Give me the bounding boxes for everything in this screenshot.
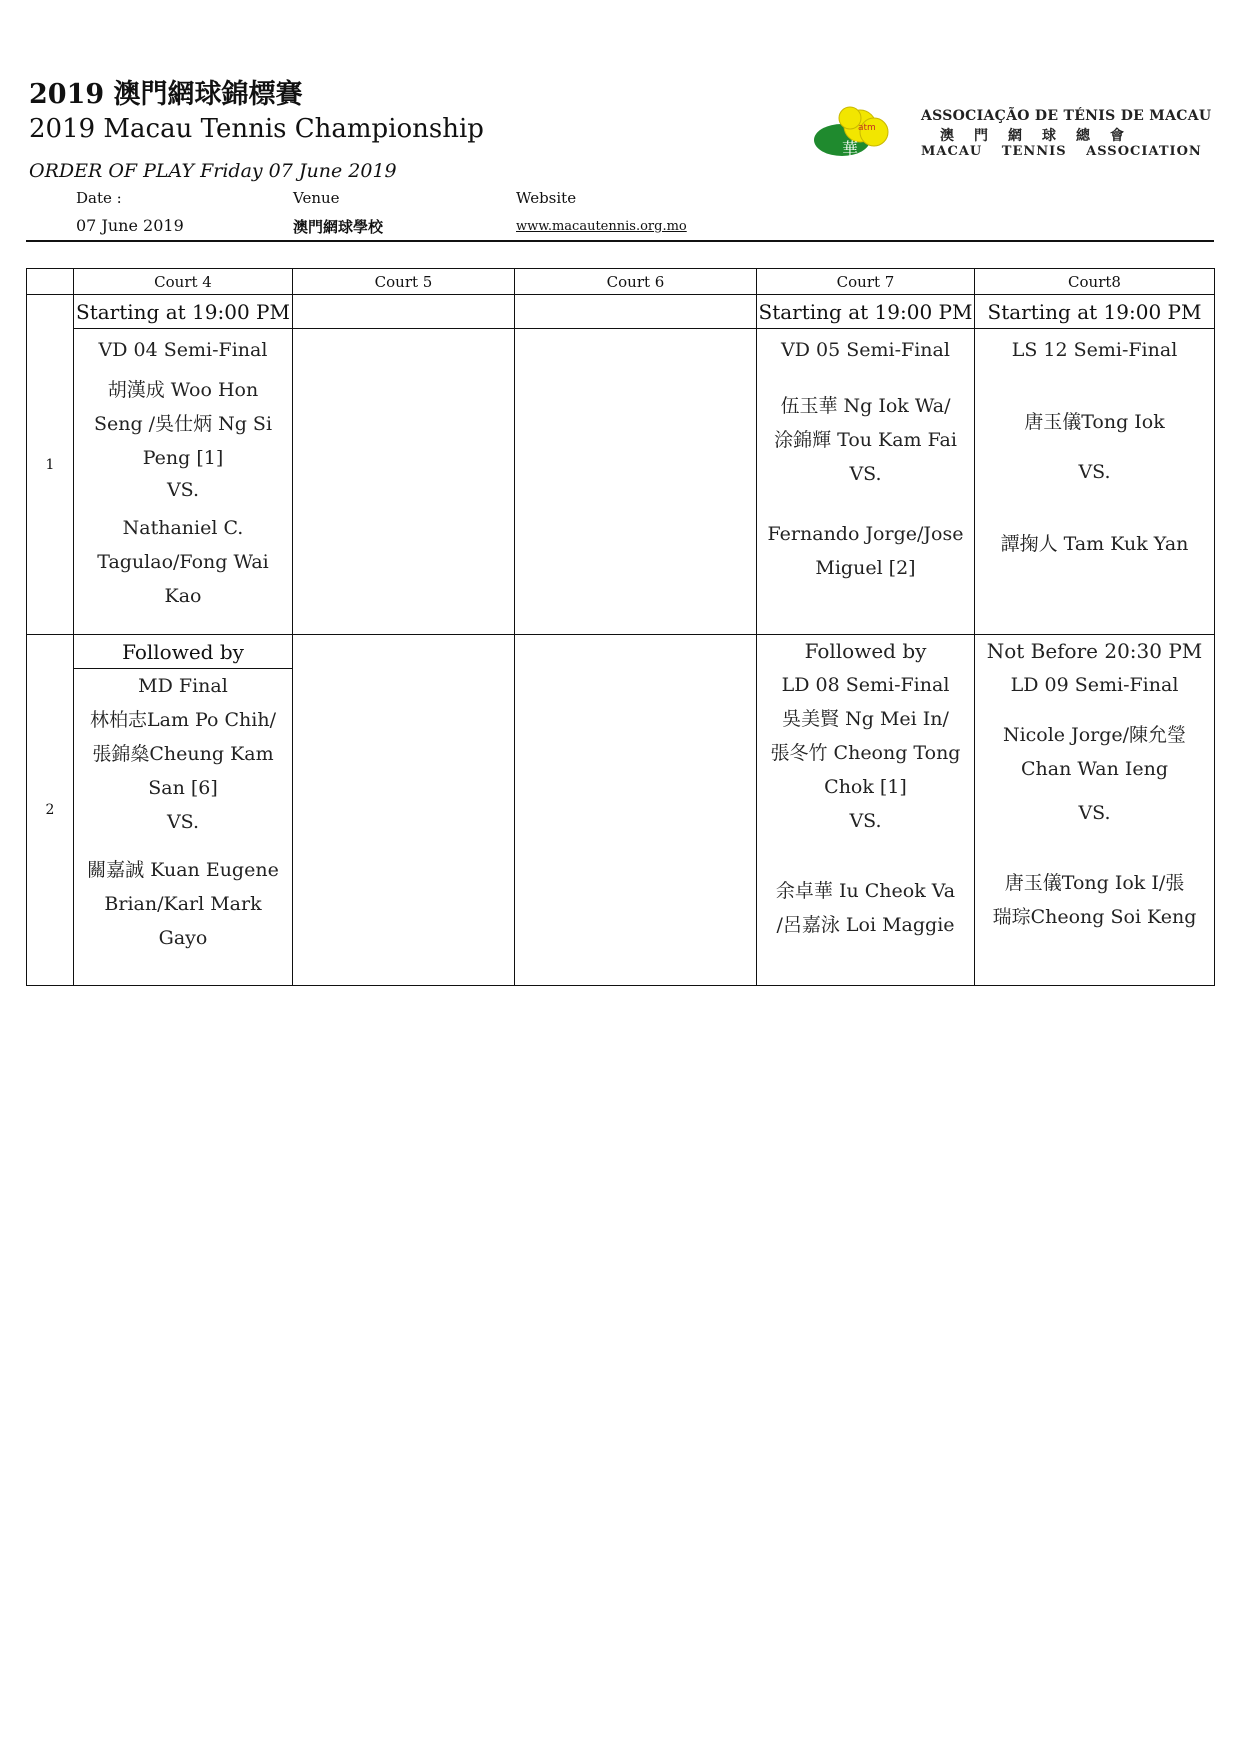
player: 唐玉儀Tong Iok I/張 — [1004, 872, 1185, 894]
match-cell — [975, 635, 1215, 986]
event-name: VD 05 Semi-Final — [781, 339, 950, 361]
logo-text-atm: atm — [858, 123, 876, 133]
player: Gayo — [158, 927, 208, 949]
title-english: 2019 Macau Tennis Championship — [29, 114, 484, 144]
court-header: Court8 — [975, 269, 1215, 295]
event-name: LD 08 Semi-Final — [781, 674, 950, 696]
player: 余卓華 Iu Cheok Va — [775, 880, 956, 902]
logo-text-char: 華 — [842, 139, 859, 158]
vs-label: VS. — [849, 810, 882, 832]
player: Tagulao/Fong Wai — [97, 551, 269, 573]
court-header-row — [27, 269, 1215, 295]
title-chinese: 2019 澳門網球錦標賽 — [29, 79, 303, 110]
player: San [6] — [148, 777, 218, 799]
match-cell-empty — [293, 329, 515, 635]
match-cell — [74, 669, 293, 986]
start-time: Not Before 20:30 PM — [986, 639, 1203, 663]
header-divider — [26, 240, 1214, 242]
match-cell — [757, 329, 975, 635]
association-name-cn: 澳門網球總會 — [940, 128, 1144, 144]
start-time: Starting at 19:00 PM — [975, 295, 1215, 329]
player: Peng [1] — [142, 447, 224, 469]
player: Chan Wan Ieng — [1020, 758, 1168, 780]
start-time: Followed by — [804, 639, 927, 663]
player: Brian/Karl Mark — [104, 893, 262, 915]
player: /呂嘉泳 Loi Maggie — [776, 914, 955, 936]
player: 張錦燊Cheung Kam — [92, 743, 274, 765]
match-cell-empty — [515, 329, 757, 635]
row-number: 1 — [27, 295, 74, 635]
player: 張冬竹 Cheong Tong — [770, 742, 961, 764]
association-name-pt: ASSOCIAÇÃO DE TÉNIS DE MACAU — [921, 108, 1212, 124]
player: 關嘉誠 Kuan Eugene — [87, 859, 279, 881]
macau-tennis-association-logo — [812, 104, 898, 160]
event-name: MD Final — [138, 675, 228, 697]
match-cell — [975, 329, 1215, 635]
start-time: Starting at 19:00 PM — [74, 295, 293, 329]
player: Fernando Jorge/Jose — [767, 523, 964, 545]
table-row — [27, 295, 1215, 329]
match-cell — [757, 635, 975, 986]
date-value: 07 June 2019 — [76, 216, 184, 235]
match-cell-empty — [293, 635, 515, 986]
vs-label: VS. — [849, 463, 882, 485]
website-link[interactable]: www.macautennis.org.mo — [516, 219, 687, 234]
player: Nicole Jorge/陳允瑩 — [1002, 724, 1187, 746]
event-name: LS 12 Semi-Final — [1011, 339, 1178, 361]
start-time — [515, 295, 757, 329]
court-header: Court 6 — [515, 269, 757, 295]
vs-label: VS. — [1078, 461, 1111, 483]
court-header: Court 4 — [74, 269, 293, 295]
start-time — [293, 295, 515, 329]
player: Chok [1] — [824, 776, 907, 798]
player: 瑞琮Cheong Soi Keng — [992, 906, 1197, 928]
association-name-en: MACAU TENNIS ASSOCIATION — [921, 144, 1202, 159]
player: 唐玉儀Tong Iok — [1024, 411, 1165, 433]
date-label: Date : — [76, 189, 122, 207]
player: Seng /吳仕炳 Ng Si — [93, 413, 273, 435]
player: 林柏志Lam Po Chih/ — [90, 709, 276, 731]
row-number-header — [27, 269, 74, 295]
player: 涂錦輝 Tou Kam Fai — [774, 429, 957, 451]
vs-label: VS. — [166, 811, 200, 833]
player: 伍玉華 Ng Iok Wa/ — [780, 395, 951, 417]
start-time: Followed by — [74, 635, 293, 669]
table-row — [27, 635, 1215, 669]
event-name: VD 04 Semi-Final — [98, 339, 268, 361]
court-header: Court 7 — [757, 269, 975, 295]
match-cell — [74, 329, 293, 635]
venue-label: Venue — [293, 189, 340, 207]
player: Miguel [2] — [815, 557, 916, 579]
order-of-play-subtitle: ORDER OF PLAY Friday 07 June 2019 — [29, 160, 397, 182]
table-row — [27, 329, 1215, 635]
player: 吳美賢 Ng Mei In/ — [782, 708, 949, 730]
venue-value: 澳門網球學校 — [293, 218, 384, 236]
match-cell-empty — [515, 635, 757, 986]
website-label: Website — [516, 189, 577, 207]
order-of-play-table — [26, 268, 1215, 986]
court-header: Court 5 — [293, 269, 515, 295]
vs-label: VS. — [1078, 802, 1111, 824]
start-time: Starting at 19:00 PM — [757, 295, 975, 329]
event-name: LD 09 Semi-Final — [1010, 674, 1179, 696]
player: 譚掬人 Tam Kuk Yan — [1000, 533, 1189, 555]
row-number: 2 — [27, 635, 74, 986]
player: 胡漢成 Woo Hon — [107, 379, 259, 401]
player: Nathaniel C. — [122, 517, 244, 539]
player: Kao — [164, 585, 202, 607]
vs-label: VS. — [166, 479, 200, 501]
